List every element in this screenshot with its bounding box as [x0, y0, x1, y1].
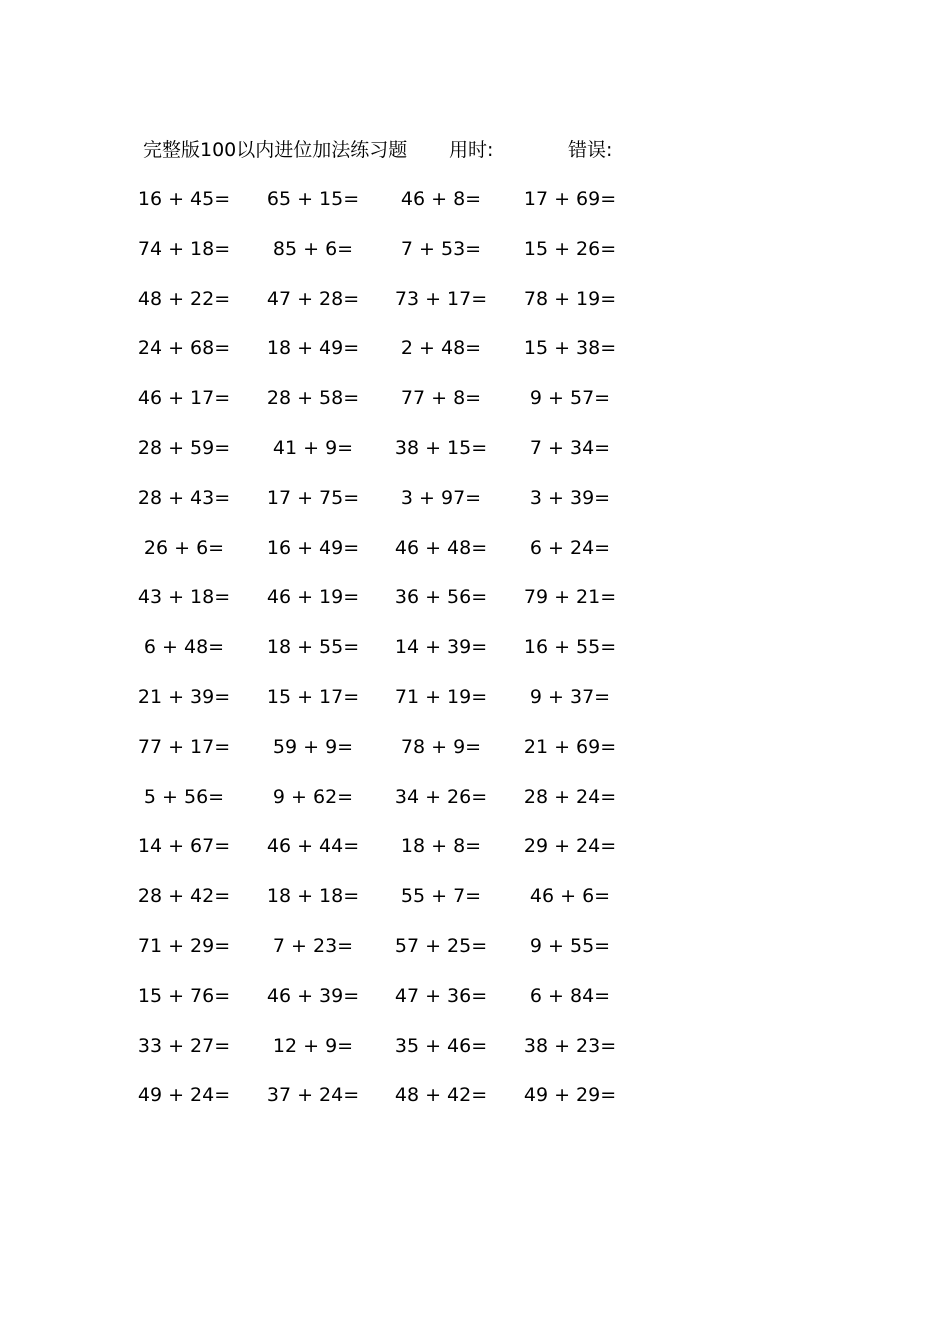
problem-row: [137, 433, 623, 483]
addition-problem: 7 + 23=: [272, 934, 354, 957]
addition-problem: 26 + 6=: [143, 536, 225, 559]
problem-row: [137, 184, 623, 234]
addition-problem: 7 + 34=: [529, 436, 611, 459]
addition-problem: 33 + 27=: [137, 1034, 231, 1057]
worksheet-title: 完整版100以内进位加法练习题: [143, 139, 408, 161]
addition-problem: 71 + 19=: [394, 685, 488, 708]
addition-problem: 77 + 17=: [137, 735, 231, 758]
addition-problem: 38 + 15=: [394, 436, 488, 459]
addition-problem: 85 + 6=: [272, 237, 354, 260]
problem-row: [137, 931, 623, 981]
addition-problem: 12 + 9=: [272, 1034, 354, 1057]
addition-problem: 48 + 42=: [394, 1084, 488, 1107]
problem-row: [143, 782, 623, 832]
addition-problem: 16 + 45=: [137, 188, 231, 210]
problem-row: [137, 383, 623, 433]
addition-problem: 29 + 24=: [523, 835, 617, 858]
addition-problem: 5 + 56=: [143, 785, 225, 808]
addition-problem: 34 + 26=: [394, 785, 488, 808]
addition-problem: 3 + 39=: [529, 486, 611, 509]
addition-problem: 18 + 55=: [266, 636, 360, 659]
addition-problem: 49 + 29=: [523, 1084, 617, 1107]
addition-problem: 46 + 44=: [266, 835, 360, 858]
addition-problem: 43 + 18=: [137, 586, 231, 609]
addition-problem: 14 + 67=: [137, 835, 231, 858]
addition-problem: 78 + 9=: [400, 735, 482, 758]
addition-problem: 18 + 49=: [266, 337, 360, 360]
addition-problem: 17 + 75=: [266, 486, 360, 509]
addition-problem: 46 + 8=: [400, 188, 482, 210]
addition-problem: 37 + 24=: [266, 1084, 360, 1107]
addition-problem: 78 + 19=: [523, 287, 617, 310]
problem-row: [137, 333, 623, 383]
addition-problem: 17 + 69=: [523, 188, 617, 210]
addition-problem: 28 + 43=: [137, 486, 231, 509]
addition-problem: 2 + 48=: [400, 337, 482, 360]
problem-grid: [137, 184, 623, 1130]
addition-problem: 15 + 76=: [137, 984, 231, 1007]
addition-problem: 9 + 37=: [529, 685, 611, 708]
problem-row: [143, 533, 623, 583]
addition-problem: 46 + 48=: [394, 536, 488, 559]
addition-problem: 21 + 39=: [137, 685, 231, 708]
addition-problem: 15 + 38=: [523, 337, 617, 360]
addition-problem: 41 + 9=: [272, 436, 354, 459]
addition-problem: 14 + 39=: [394, 636, 488, 659]
problem-row: [137, 234, 623, 284]
addition-problem: 38 + 23=: [523, 1034, 617, 1057]
addition-problem: 57 + 25=: [394, 934, 488, 957]
addition-problem: 16 + 49=: [266, 536, 360, 559]
time-used-label: 用时:: [449, 139, 494, 161]
problem-row: [137, 831, 623, 881]
addition-problem: 65 + 15=: [266, 188, 360, 210]
problem-row: [137, 483, 623, 533]
addition-problem: 59 + 9=: [272, 735, 354, 758]
addition-problem: 48 + 22=: [137, 287, 231, 310]
addition-problem: 6 + 48=: [143, 636, 225, 659]
addition-problem: 73 + 17=: [394, 287, 488, 310]
addition-problem: 46 + 6=: [529, 885, 611, 908]
addition-problem: 79 + 21=: [523, 586, 617, 609]
problem-row: [137, 1080, 623, 1130]
problem-row: [137, 284, 623, 334]
worksheet-header: [143, 136, 643, 164]
addition-problem: 36 + 56=: [394, 586, 488, 609]
addition-problem: 9 + 55=: [529, 934, 611, 957]
addition-problem: 46 + 39=: [266, 984, 360, 1007]
addition-problem: 9 + 62=: [272, 785, 354, 808]
addition-problem: 21 + 69=: [523, 735, 617, 758]
addition-problem: 28 + 42=: [137, 885, 231, 908]
addition-problem: 47 + 28=: [266, 287, 360, 310]
problem-row: [143, 632, 623, 682]
addition-problem: 35 + 46=: [394, 1034, 488, 1057]
addition-problem: 3 + 97=: [400, 486, 482, 509]
addition-problem: 28 + 58=: [266, 387, 360, 410]
problem-row: [137, 732, 623, 782]
error-count-label: 错误:: [568, 139, 613, 161]
addition-problem: 16 + 55=: [523, 636, 617, 659]
problem-row: [137, 1031, 623, 1081]
addition-problem: 47 + 36=: [394, 984, 488, 1007]
addition-problem: 46 + 17=: [137, 387, 231, 410]
addition-problem: 15 + 26=: [523, 237, 617, 260]
addition-problem: 24 + 68=: [137, 337, 231, 360]
problem-row: [137, 582, 623, 632]
addition-problem: 18 + 18=: [266, 885, 360, 908]
addition-problem: 28 + 59=: [137, 436, 231, 459]
addition-problem: 7 + 53=: [400, 237, 482, 260]
addition-problem: 9 + 57=: [529, 387, 611, 410]
problem-row: [137, 682, 623, 732]
addition-problem: 71 + 29=: [137, 934, 231, 957]
addition-problem: 55 + 7=: [400, 885, 482, 908]
addition-problem: 77 + 8=: [400, 387, 482, 410]
addition-problem: 28 + 24=: [523, 785, 617, 808]
addition-problem: 74 + 18=: [137, 237, 231, 260]
addition-problem: 49 + 24=: [137, 1084, 231, 1107]
addition-problem: 46 + 19=: [266, 586, 360, 609]
problem-row: [137, 881, 623, 931]
addition-problem: 6 + 24=: [529, 536, 611, 559]
addition-problem: 15 + 17=: [266, 685, 360, 708]
addition-problem: 6 + 84=: [529, 984, 611, 1007]
problem-row: [137, 981, 623, 1031]
addition-problem: 18 + 8=: [400, 835, 482, 858]
